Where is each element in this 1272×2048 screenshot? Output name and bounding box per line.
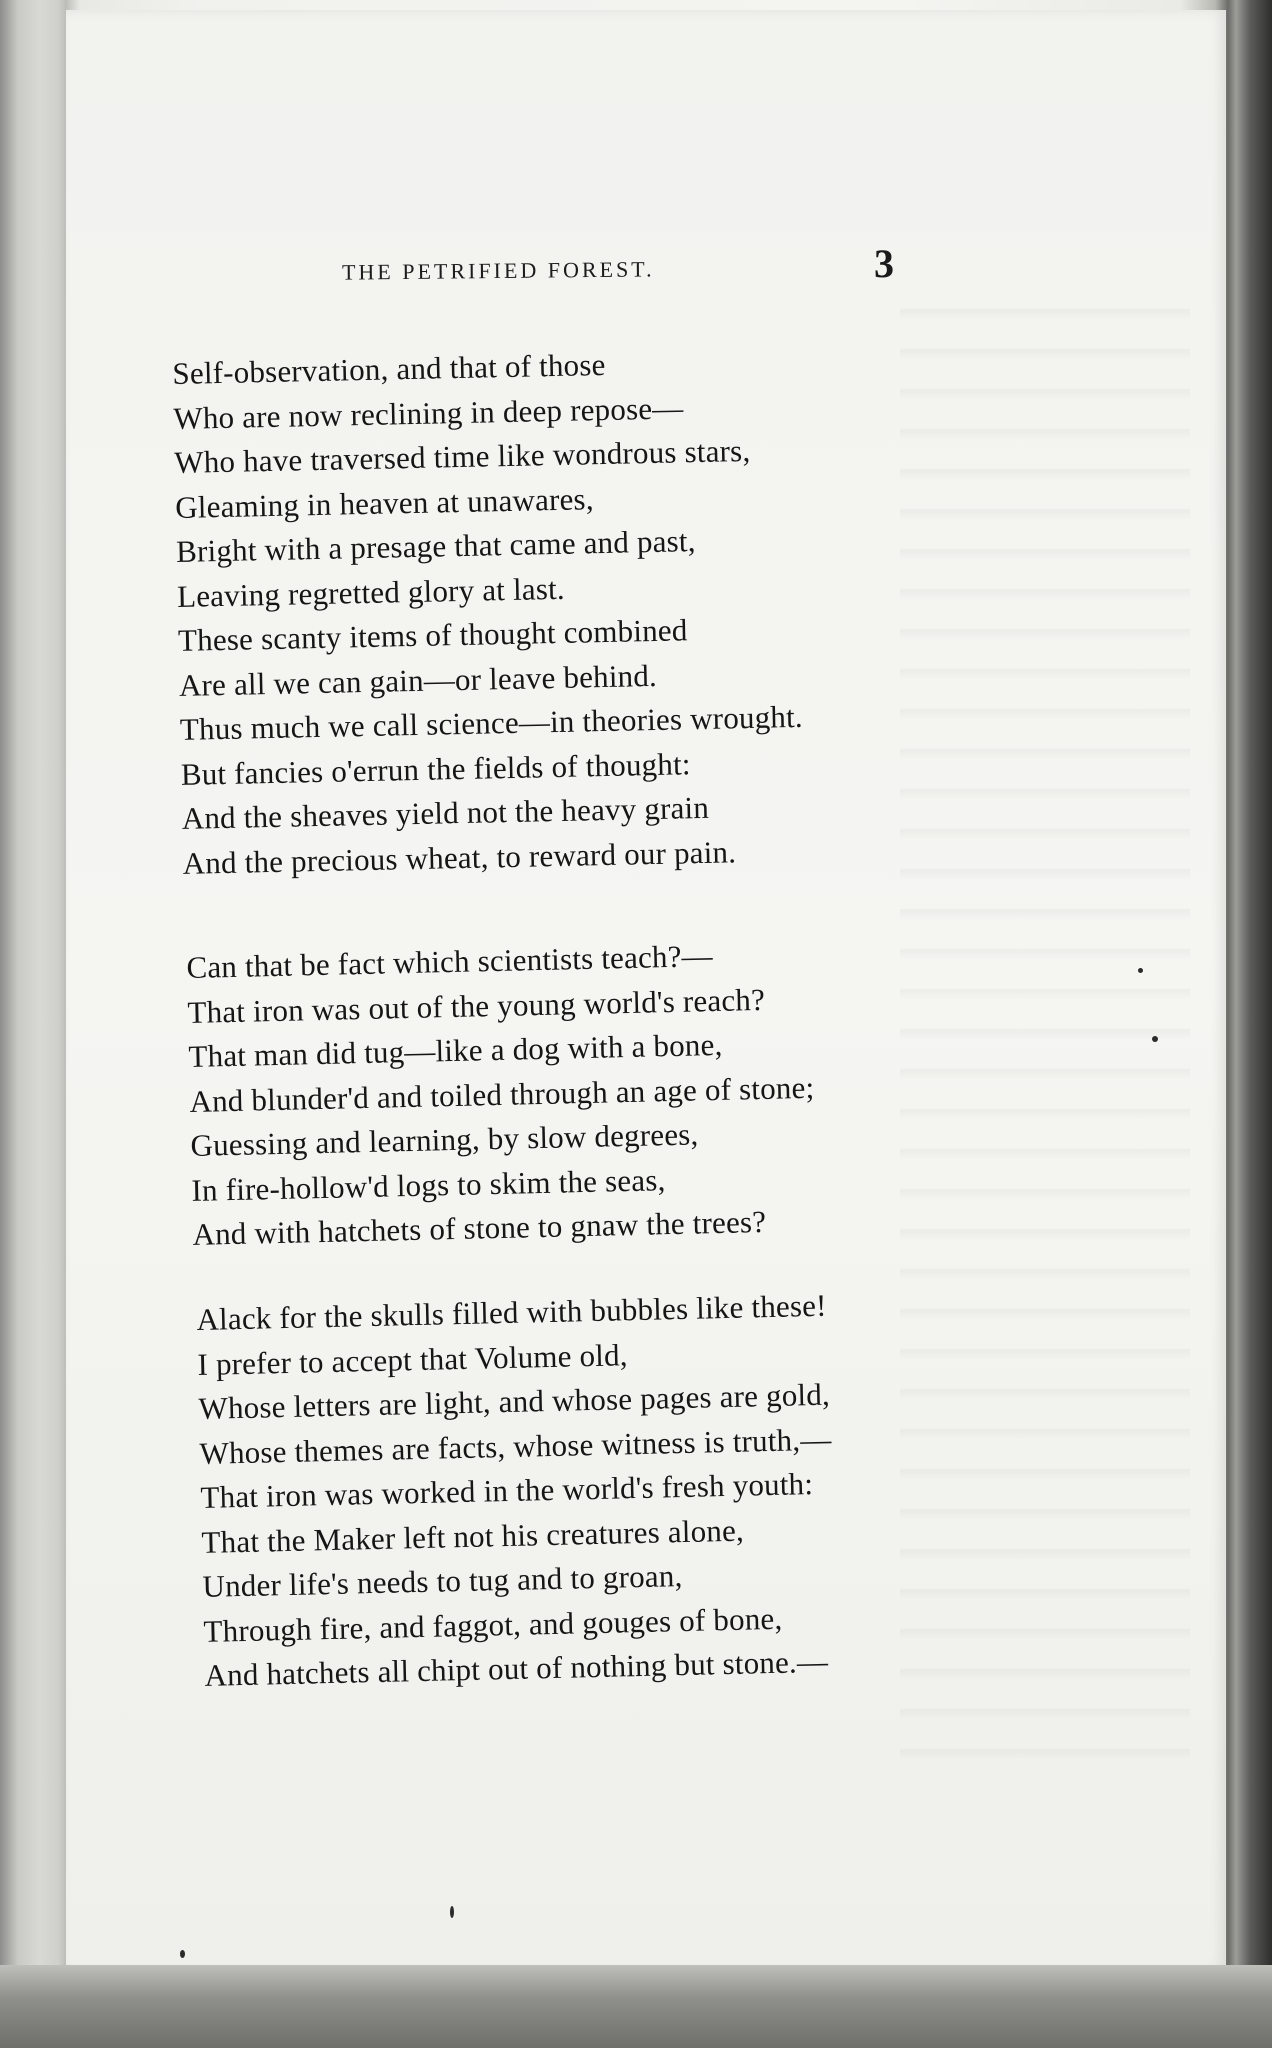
verse-line: Leaving regretted glory at last. xyxy=(176,570,566,614)
verse-line: Who are now reclining in deep repose— xyxy=(173,389,684,436)
verse-line: These scanty items of thought combined xyxy=(177,612,688,658)
stanza-2 xyxy=(186,932,818,1258)
verse-line: Self-observation, and that of those xyxy=(172,346,606,391)
verse-line: And with hatchets of stone to gnaw the trees? xyxy=(192,1203,767,1252)
verse-line: Gleaming in heaven at unawares, xyxy=(174,480,595,525)
verse-line: I prefer to accept that Volume old, xyxy=(197,1336,629,1382)
verse-line: Alack for the skulls filled with bubbles like these! xyxy=(196,1287,827,1337)
verse-line: That man did tug—like a dog with a bone, xyxy=(188,1026,723,1074)
verse-line: That iron was out of the young world's reach? xyxy=(187,981,766,1030)
stanza-3 xyxy=(196,1284,837,1699)
verse-line: That the Maker left not his creatures alone, xyxy=(201,1512,745,1560)
stanza-1 xyxy=(172,339,806,886)
verse-line: That iron was worked in the world's fresh youth: xyxy=(200,1466,814,1515)
verse-line: Whose themes are facts, whose witness is truth,— xyxy=(199,1421,832,1471)
verse-line: Through fire, and faggot, and gouges of bone, xyxy=(203,1600,783,1649)
ink-speck xyxy=(1138,968,1143,973)
verse-line: Bright with a presage that came and past, xyxy=(175,523,696,569)
ink-speck xyxy=(1152,1036,1158,1042)
page-edge-shadow xyxy=(0,1965,1272,2048)
verse-line: But fancies o'errun the fields of thought: xyxy=(180,745,691,792)
bleed-through-text xyxy=(900,280,1190,1780)
verse-line: And hatchets all chipt out of nothing but stone.— xyxy=(204,1643,829,1693)
ink-speck xyxy=(180,1950,185,1958)
verse-line: In fire-hollow'd logs to skim the seas, xyxy=(191,1161,666,1208)
verse-line: Can that be fact which scientists teach?— xyxy=(186,938,714,985)
verse-line: Whose letters are light, and whose pages are gold, xyxy=(198,1376,831,1426)
page-number: 3 xyxy=(874,241,894,286)
ink-speck xyxy=(450,1906,454,1918)
verse-line: Are all we can gain—or leave behind. xyxy=(178,657,658,703)
verse-line: Thus much we call science—in theories wrought. xyxy=(179,698,804,747)
verse-line: Under life's needs to tug and to groan, xyxy=(202,1558,683,1604)
verse-line: And blunder'd and toiled through an age of stone; xyxy=(189,1069,815,1119)
verse-line: And the sheaves yield not the heavy grain xyxy=(181,789,710,836)
verse-line: And the precious wheat, to reward our pain. xyxy=(182,833,737,881)
verse-line: Guessing and learning, by slow degrees, xyxy=(190,1116,699,1163)
verse-line: Who have traversed time like wondrous stars, xyxy=(173,432,751,480)
running-head: THE PETRIFIED FOREST. xyxy=(341,256,655,285)
